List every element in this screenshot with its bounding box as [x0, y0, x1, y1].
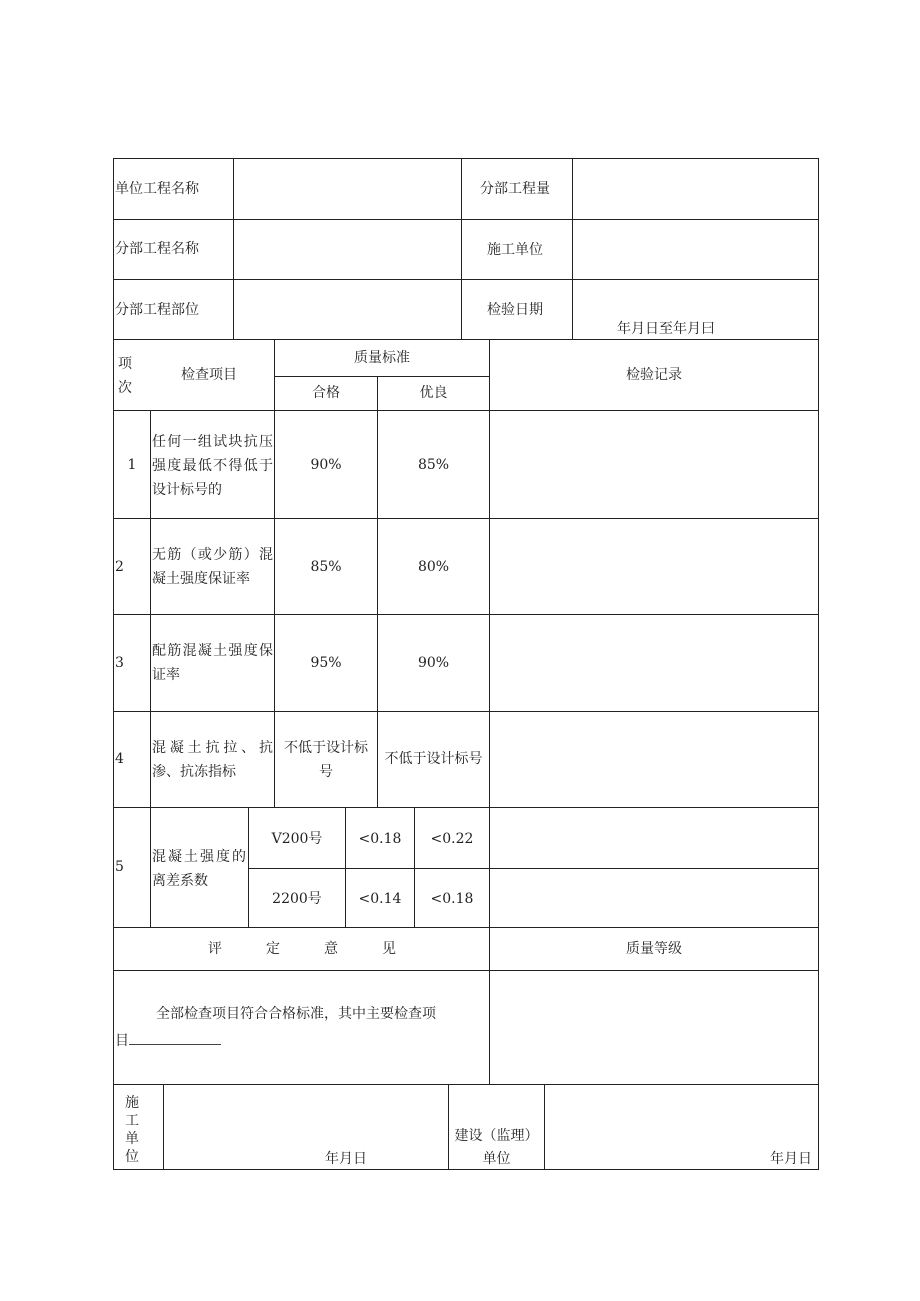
unit-project-name-field[interactable] — [235, 160, 460, 218]
row-1-record[interactable] — [491, 412, 817, 517]
rule-row-5 — [113, 927, 819, 928]
row-5a-excellent: <0.22 — [430, 831, 474, 847]
row-5b-grade: 2200号 — [272, 891, 322, 907]
quality-grade-label: 质量等级 — [626, 941, 682, 957]
quality-grade-field[interactable] — [491, 972, 817, 1082]
rule-header-c1 — [233, 158, 234, 340]
sub-project-location-field[interactable] — [235, 281, 460, 338]
rule-left — [113, 158, 114, 1170]
sign-owner-label-line1: 建设（监理） — [454, 1128, 539, 1144]
row-4-excellent: 不低于设计标号 — [384, 751, 483, 767]
rule-row-4 — [113, 807, 819, 808]
rule-right — [818, 158, 819, 1170]
sub-project-quantity-label: 分部工程量 — [480, 181, 550, 197]
row-2-record[interactable] — [491, 520, 817, 613]
row-1-no: 1 — [127, 457, 137, 473]
rule-item-col — [150, 410, 151, 928]
row-4-no: 4 — [115, 751, 124, 767]
rule-record-col — [489, 339, 490, 1085]
rule-cols-bottom — [113, 410, 819, 411]
rule-sign-c3 — [544, 1084, 545, 1170]
construction-unit-signature-field[interactable] — [165, 1086, 447, 1168]
row-2-no: 2 — [115, 559, 124, 575]
owner-sign-date: 年月日 — [770, 1151, 812, 1167]
col-excellent: 优良 — [419, 385, 448, 401]
col-inspection-record: 检验记录 — [626, 367, 682, 383]
rule-row-2 — [113, 614, 819, 615]
row-1-item: 任何一组试块抗压强度最低不得低于设计标号的 — [152, 434, 273, 498]
row-2-qualified: 85% — [310, 559, 342, 575]
rule-row-3 — [113, 711, 819, 712]
evaluation-opinion-text: 全部检查项目符合合格标准，其中主要检查项 — [156, 1006, 436, 1022]
row-5a-record[interactable] — [491, 809, 817, 867]
sub-project-name-field[interactable] — [235, 221, 460, 278]
col-quality-standard: 质量标准 — [354, 350, 410, 366]
row-4-record[interactable] — [491, 713, 817, 806]
rule-header-c2 — [461, 158, 462, 340]
row-2-excellent: 80% — [417, 559, 450, 575]
unit-project-name-label: 单位工程名称 — [115, 181, 199, 197]
rule-header-1 — [113, 219, 819, 220]
row-3-item: 配筋混凝土强度保证率 — [152, 643, 273, 683]
row-5a-qualified: <0.18 — [358, 831, 402, 847]
row-5b-qualified: <0.14 — [358, 891, 402, 907]
construction-unit-sign-date: 年月日 — [325, 1151, 367, 1167]
row-3-no: 3 — [115, 655, 124, 671]
construction-unit-field[interactable] — [574, 221, 817, 278]
row-5b-excellent: <0.18 — [430, 891, 474, 907]
sign-construction-unit-label: 施工单位 — [125, 1095, 139, 1165]
rule-header-2 — [113, 279, 819, 280]
rule-evaluation-head — [113, 970, 819, 971]
rule-row-1 — [113, 518, 819, 519]
rule-top — [113, 158, 819, 159]
row-5-no: 5 — [115, 859, 124, 875]
rule-sign-c1 — [163, 1084, 164, 1170]
sub-project-location-label: 分部工程部位 — [115, 302, 199, 318]
row-5a-grade: V200号 — [271, 831, 323, 847]
sub-project-name-label: 分部工程名称 — [115, 241, 199, 257]
row-5-item: 混凝土强度的离差系数 — [152, 849, 246, 889]
col-item-no: 项次 — [118, 356, 132, 396]
row-2-item: 无筋（或少筋）混凝土强度保证率 — [152, 547, 273, 587]
rule-evaluation-body — [113, 1084, 819, 1085]
rule-standard-split — [274, 376, 490, 377]
row-3-excellent: 90% — [417, 655, 450, 671]
rule-row-5-split — [248, 868, 819, 869]
row-5b-record[interactable] — [491, 870, 817, 926]
sub-project-quantity-field[interactable] — [574, 160, 817, 218]
col-qualified: 合格 — [312, 385, 340, 401]
construction-unit-label: 施工单位 — [487, 242, 543, 258]
sign-owner-label-line2: 单位 — [482, 1151, 511, 1167]
row-1-qualified: 90% — [310, 457, 342, 473]
evaluation-opinion-text-line2: 目 — [115, 1033, 129, 1049]
inspection-date-label: 检验日期 — [487, 302, 543, 318]
rule-qualified-col — [377, 376, 378, 808]
rule-header-c3 — [572, 158, 573, 340]
row-4-item: 混凝土抗拉、抗渗、抗冻指标 — [152, 740, 273, 780]
row-1-excellent: 85% — [417, 457, 450, 473]
row-3-record[interactable] — [491, 616, 817, 710]
evaluation-opinion-label: 评定意见 — [208, 941, 440, 957]
evaluation-opinion-field[interactable] — [115, 972, 488, 1082]
row-3-qualified: 95% — [310, 655, 342, 671]
row-4-qualified: 不低于设计标号 — [284, 740, 368, 780]
inspection-date-value[interactable]: 年月日至年月曰 — [617, 321, 715, 337]
col-check-item: 检查项目 — [181, 367, 237, 383]
